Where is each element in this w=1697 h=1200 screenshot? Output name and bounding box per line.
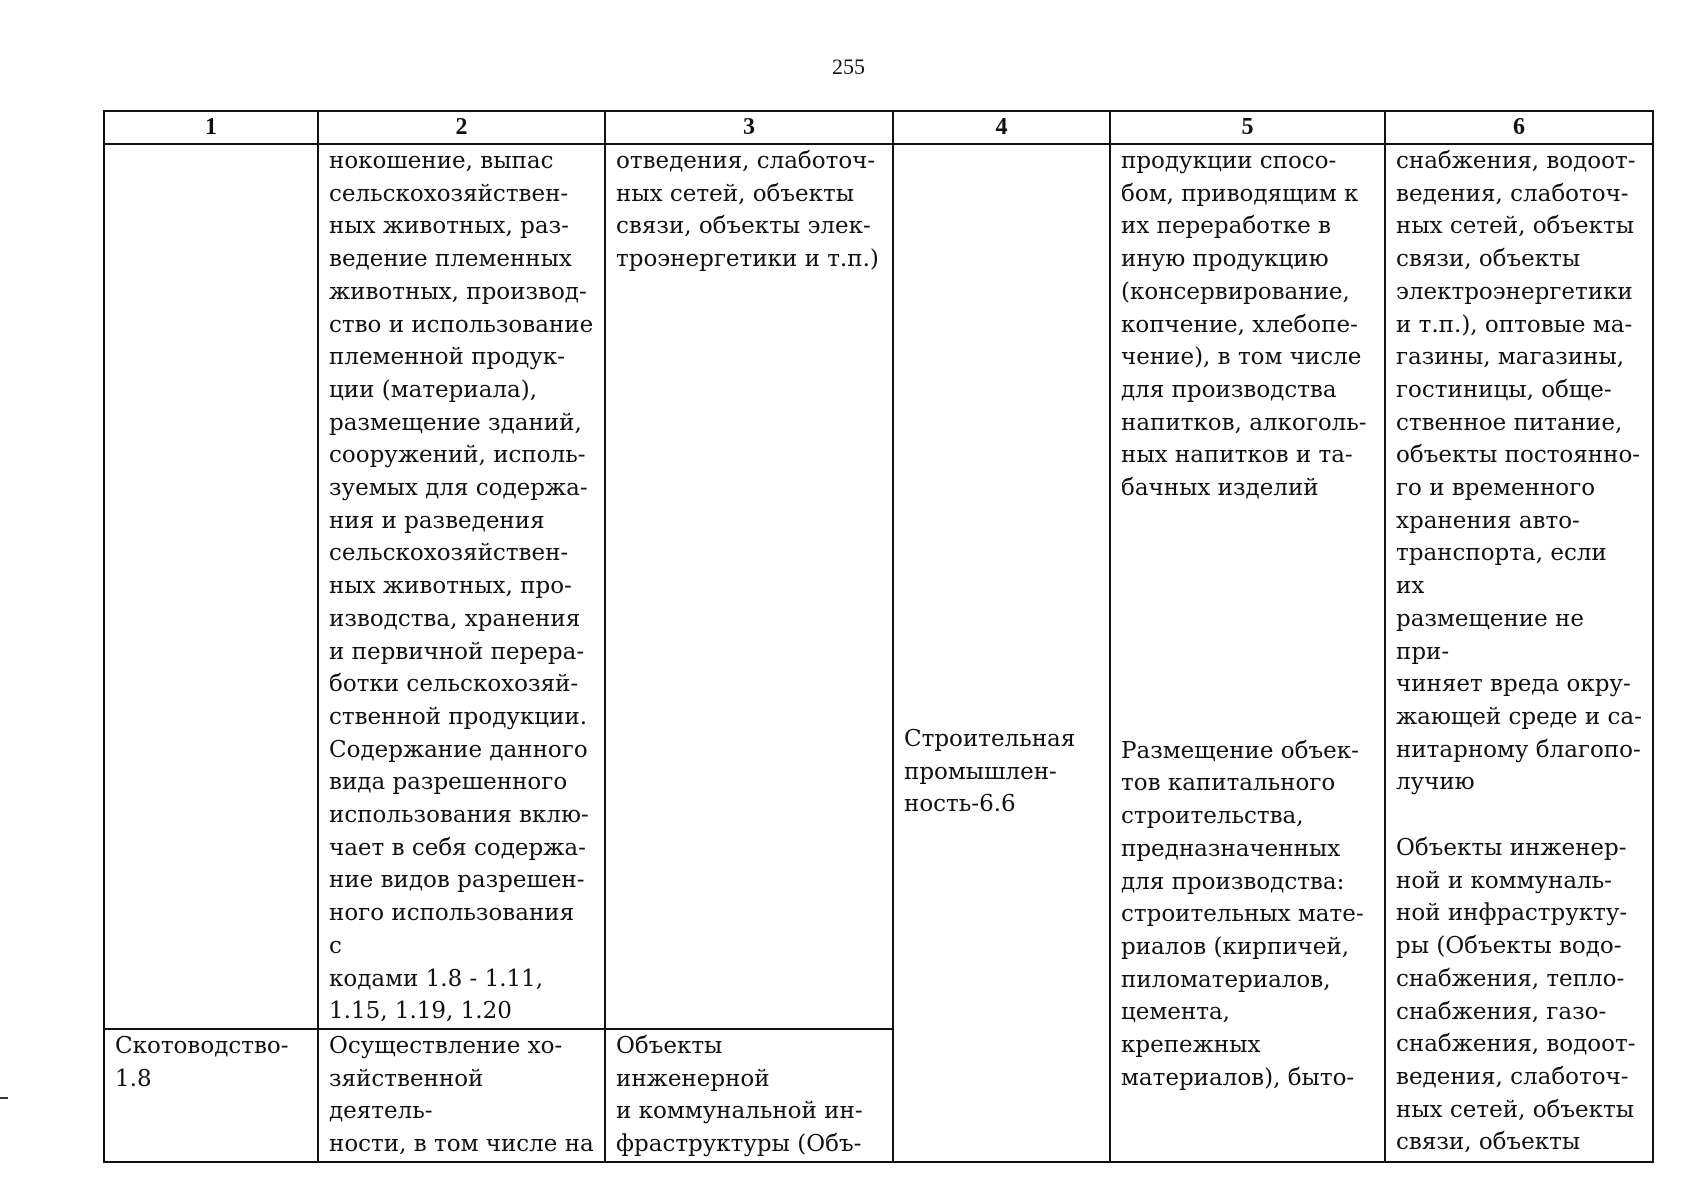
regulations-table bbox=[103, 110, 1654, 1163]
column-header-5: 5 bbox=[1110, 111, 1385, 144]
cell-gap bbox=[1396, 799, 1642, 832]
table-cell-r1-c3 bbox=[605, 144, 893, 1029]
table-cell-r2-c2 bbox=[318, 1029, 605, 1162]
table-cell-r1-c2 bbox=[318, 144, 605, 1029]
cell-text: нокошение, выпас сельскохозяйствен- ных животных, раз- ведение племенных животных, производ- ство и использование племенной продук- ции (материала), размещение зданий, сооружений, исполь- зуемых для содержа- ния и разведения сельскохозяйствен- ных животных, про- изводства, хранения и первичной перера- ботки сельскохозяй- ственной продукции. Содержание данного вида разрешенного использования вклю- чает в себя содержа- ние видов разрешен- ного использования с кодами 1.8 - 1.11, 1.15, 1.19, 1.20 bbox=[329, 148, 594, 1025]
cell-text: отведения, слаботоч- ных сетей, объекты связи, объекты элек- троэнергетики и т.п.) bbox=[616, 148, 879, 273]
cell-text: Размещение объек- тов капитального строительства, предназначенных для производства: строительных мате- риалов (кирпичей, пиломатериалов, цемента, крепежных материалов), быто- bbox=[1121, 737, 1364, 1091]
cell-gap bbox=[1121, 505, 1374, 735]
cell-text: Объекты инженер- ной и коммуналь- ной инфраструкту- ры (Объекты водо- снабжения, тепло- снабжения, газо- снабжения, водоот- ведения, слаботоч- ных сетей, объекты связи, объекты bbox=[1396, 835, 1636, 1156]
cell-text: Осуществление хо- зяйственной деятель- ности, в том числе на bbox=[329, 1032, 594, 1158]
table-cell-c5 bbox=[1110, 144, 1385, 1162]
table-cell-r2-c3 bbox=[605, 1029, 893, 1162]
cell-text: снабжения, водоот- ведения, слаботоч- ных сетей, объекты связи, объекты электроэнергетики и т.п.), оптовые ма- газины, магазины, гостиницы, обще- ственное питание, объекты постоянно- го и временного хранения авто- транспорта, если их размещение не при- чиняет вреда окру- жающей среде и са- нитарному благопо- лучию bbox=[1396, 148, 1642, 796]
column-header-3: 3 bbox=[605, 111, 893, 144]
table-header-row bbox=[104, 111, 1653, 144]
table-cell-r2-c1 bbox=[104, 1029, 318, 1162]
cell-text: Скотоводство- 1.8 bbox=[115, 1032, 289, 1092]
table-cell-c6 bbox=[1385, 144, 1653, 1162]
table-row bbox=[104, 144, 1653, 1029]
cell-text: Строительная промышлен- ность-6.6 bbox=[904, 726, 1076, 818]
table-cell-r1-c1 bbox=[104, 144, 318, 1029]
table-cell-c4 bbox=[893, 144, 1110, 1162]
cell-text: Объекты инженерной и коммунальной ин- фраструктуры (Объ- bbox=[616, 1032, 863, 1158]
column-header-6: 6 bbox=[1385, 111, 1653, 144]
cell-text: продукции спосо- бом, приводящим к их переработке в иную продукцию (консервирование, копчение, хлебопе- чение), в том числе для производства напитков, алкоголь- ных напитков и та- бачных изделий bbox=[1121, 148, 1367, 502]
column-header-1: 1 bbox=[104, 111, 318, 144]
page-number: 255 bbox=[832, 54, 865, 79]
margin-mark bbox=[0, 1097, 8, 1099]
column-header-4: 4 bbox=[893, 111, 1110, 144]
column-header-2: 2 bbox=[318, 111, 605, 144]
